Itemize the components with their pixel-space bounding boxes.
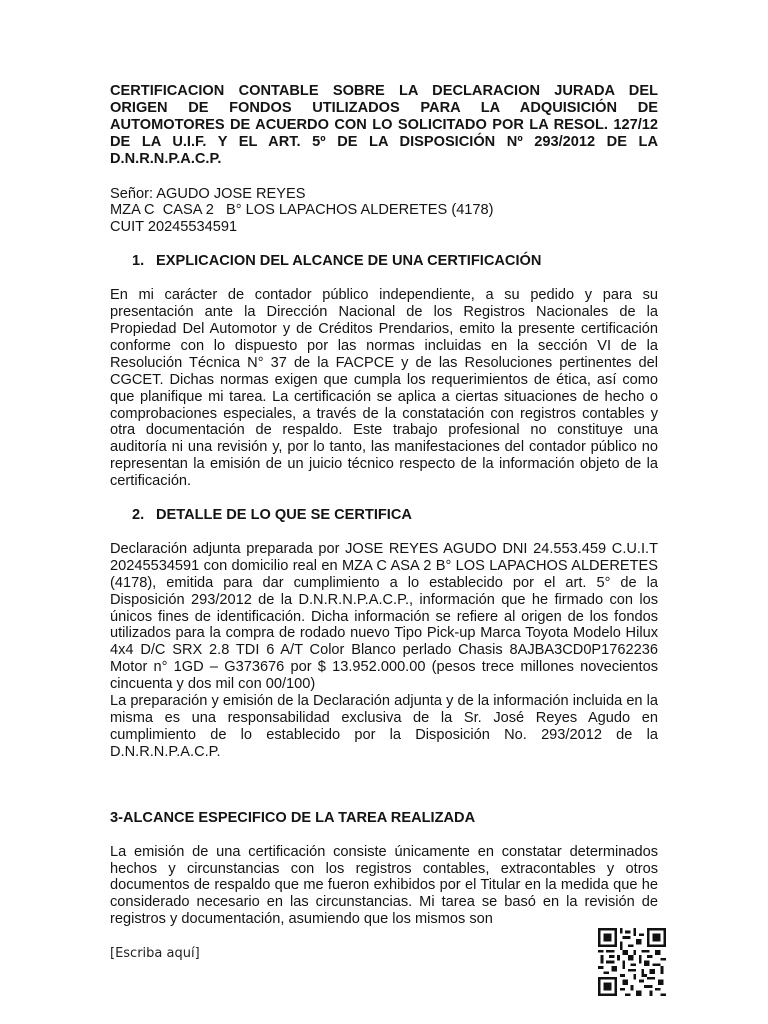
recipient-address: MZA C CASA 2 B° LOS LAPACHOS ALDERETES (4178) bbox=[110, 202, 494, 219]
footer-placeholder: [Escriba aquí] bbox=[110, 946, 200, 961]
section-2-heading bbox=[132, 507, 658, 524]
section-1-number: 1. bbox=[132, 253, 145, 270]
section-3-heading: 3-ALCANCE ESPECIFICO DE LA TAREA REALIZADA bbox=[110, 809, 476, 826]
recipient-name: Señor: AGUDO JOSE REYES bbox=[110, 185, 306, 202]
recipient-block bbox=[110, 186, 658, 237]
section-2-body-2: La preparación y emisión de la Declaración adjunta y de la información incluida en la misma es una responsabilidad exclusiva de la Sr. José Reyes Agudo en cumplimiento de lo establecido por la Disposición No. 293/2012 de la D.N.R.N.P.A.C.P. bbox=[110, 693, 658, 760]
section-1-heading bbox=[132, 253, 658, 270]
document-title: CERTIFICACION CONTABLE SOBRE LA DECLARACION JURADA DEL ORIGEN DE FONDOS UTILIZADOS PARA LA ADQUISICIÓN DE AUTOMOTORES DE ACUERDO CON LO SOLICITADO POR LA RESOL. 127/12 DE LA U.I.F. Y EL ART. 5º DE LA DISPOSICIÓN Nº 293/2012 DE LA D.N.R.N.P.A.C.P. bbox=[110, 83, 658, 167]
section-2-number: 2. bbox=[132, 507, 145, 524]
document-body bbox=[110, 83, 658, 928]
qr-code-icon bbox=[597, 928, 667, 996]
section-1-body: En mi carácter de contador público independiente, a su pedido y para su presentación ante la Dirección Nacional de los Registros Nacionales de la Propiedad Del Automotor y de Créditos Prendarios, emito la presente certificación conforme con lo dispuesto por las normas incluidas en la sección VI de la Resolución Técnica N° 37 de la FACPCE y de las Resoluciones pertinentes del CGCET. Dichas normas exigen que cumpla los requerimientos de ética, así como que planifique mi tarea. La certificación se aplica a ciertas situaciones de hecho o comprobaciones especiales, a través de la constatación con registros contables y otra documentación de respaldo. Este trabajo profesional no constituye una auditoría ni una revisión y, por lo tanto, las manifestaciones del contador público no representan la emisión de un juicio técnico respecto de la información objeto de la certificación. bbox=[110, 287, 658, 490]
section-1-title: EXPLICACION DEL ALCANCE DE UNA CERTIFICACIÓN bbox=[156, 253, 542, 270]
section-3-body: La emisión de una certificación consiste únicamente en constatar determinados hechos y circunstancias con los registros contables, extracontables y otros documentos de respaldo que me fueron exhibidos por el Titular en la medida que he considerado necesario en las circunstancias. Mi tarea se basó en la revisión de registros y documentación, asumiendo que los mismos son bbox=[110, 843, 658, 928]
section-2-title: DETALLE DE LO QUE SE CERTIFICA bbox=[156, 507, 412, 524]
recipient-cuit: CUIT 20245534591 bbox=[110, 219, 238, 236]
section-2-body-1: Declaración adjunta preparada por JOSE REYES AGUDO DNI 24.553.459 C.U.I.T 20245534591 con domicilio real en MZA C ASA 2 B° LOS LAPACHOS ALDERETES (4178), emitida para dar cumplimiento a lo establecido por el art. 5° de la Disposición 293/2012 de la D.N.R.N.P.A.C.P., información que he firmado con los únicos fines de identificación. Dicha información se refiere al origen de los fondos utilizados para la compra de rodado nuevo Tipo Pick-up Marca Toyota Modelo Hilux 4x4 D/C SRX 2.8 TDI 6 A/T Color Blanco perlado Chasis 8AJBA3CD0P1762236 Motor n° 1GD – G373676 por $ 13.952.000.00 (pesos trece millones novecientos cincuenta y dos mil con 00/100) bbox=[110, 540, 658, 693]
